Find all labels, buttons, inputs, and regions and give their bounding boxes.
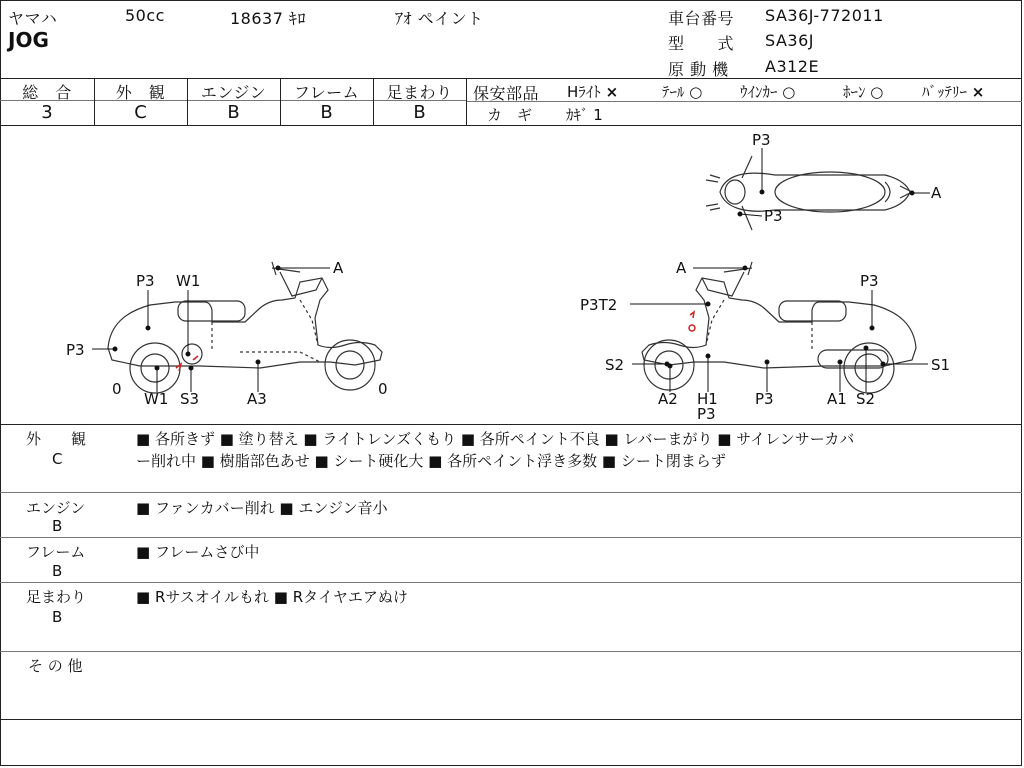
label-right-s1: S1 [931,356,951,374]
remark-text-engine: ■ ファンカバー削れ ■ エンジン音小 [136,499,388,517]
safety-item-horn: ﾎｰﾝ ○ [843,83,884,101]
divider [0,719,1022,720]
safety-item-headlight: Hﾗｲﾄ × [567,83,619,101]
label-left-w1-top: W1 [176,272,201,290]
frame-no: SA36J-772011 [765,6,884,25]
label-right-0: 0 [378,380,388,398]
grade-label-overall: 総 合 [22,83,72,102]
label-left-s3: S3 [180,390,200,408]
label-right-a1: A1 [827,390,847,408]
model-name: JOG [8,28,49,52]
grade-exterior: C [134,102,147,123]
divider [0,492,1022,493]
label-right-s2b: S2 [856,390,876,408]
color: ｱｵ ペイント [395,9,484,28]
mark-icon: ○ [782,83,796,101]
grade-overall: 3 [41,102,53,123]
label-right-a2: A2 [658,390,678,408]
grade-engine: B [227,102,240,123]
mark-icon: × [971,83,985,101]
remark-category-frame: フレーム [26,543,86,561]
divider [0,424,1022,425]
safety-item-battery: ﾊﾞｯﾃﾘｰ × [922,83,985,101]
remark-grade-engine: B [52,517,63,535]
type-value: SA36J [765,31,814,50]
remark-category-exterior: 外 観 [26,430,87,448]
label-right-p3-under: P3 [697,405,716,423]
label-top-p3b: P3 [764,207,783,225]
label-right-a: A [676,259,687,277]
mileage: 18637 ｷﾛ [230,9,306,28]
label-left-p3: P3 [66,341,85,359]
engine-label: 原 動 機 [668,60,729,79]
divider [0,582,1022,583]
divider [0,537,1022,538]
remark-text-exterior-2: ー削れ中 ■ 樹脂部色あせ ■ シート硬化大 ■ 各所ペイント浮き多数 ■ シート閉まらず [136,452,726,470]
remark-category-engine: エンジン [26,499,86,517]
label-right-s2: S2 [605,356,625,374]
label-left-p3-top: P3 [136,272,155,290]
mark-icon: ○ [689,83,703,101]
maker: ヤマハ [8,9,58,28]
mark-icon: × [605,83,619,101]
key-label: カ ギ [487,106,533,124]
grade-label-engine: エンジン [200,83,267,102]
label-right-h1: H1 [697,390,718,408]
scooter-top-view [706,156,912,230]
label-left-0: 0 [112,380,122,398]
label-left-w1: W1 [144,390,169,408]
engine-value: A312E [765,57,820,76]
remark-grade-suspension: B [52,608,63,626]
remark-grade-exterior: C [52,450,63,468]
label-top-a: A [931,184,942,202]
label-right-p3: P3 [755,390,774,408]
frame-no-label: 車台番号 [668,9,735,28]
grade-label-suspension: 足まわり [386,83,453,102]
grade-suspension: B [413,102,426,123]
divider [0,651,1022,652]
label-left-a3: A3 [247,390,267,408]
remark-category-other: そ の 他 [28,657,83,675]
remark-category-suspension: 足まわり [26,588,87,606]
label-top-p3: P3 [752,131,771,149]
remark-text-suspension: ■ Rサスオイルもれ ■ Rタイヤエアぬけ [136,588,408,606]
safety-item-winker: ｳｲﾝｶｰ ○ [740,83,796,101]
type-label: 型 式 [668,34,735,53]
displacement: 50cc [125,6,165,25]
grade-label-exterior: 外 観 [115,83,166,102]
label-right-p3t2: P3T2 [580,296,618,314]
remark-text-frame: ■ フレームさび中 [136,543,260,561]
safety-label: 保安部品 [473,84,540,103]
label-left-a: A [333,259,344,277]
remark-text-exterior-1: ■ 各所きず ■ 塗り替え ■ ライトレンズくもり ■ 各所ペイント不良 ■ レバーまがり ■ サイレンサーカバ [136,430,855,448]
key-value: ｶｷﾞ 1 [566,106,603,124]
remark-grade-frame: B [52,562,63,580]
grade-label-frame: フレーム [293,83,360,102]
grade-frame: B [320,102,333,123]
safety-item-tail: ﾃｰﾙ ○ [662,83,703,101]
mark-icon: ○ [870,83,884,101]
label-right-p3-top: P3 [860,272,879,290]
